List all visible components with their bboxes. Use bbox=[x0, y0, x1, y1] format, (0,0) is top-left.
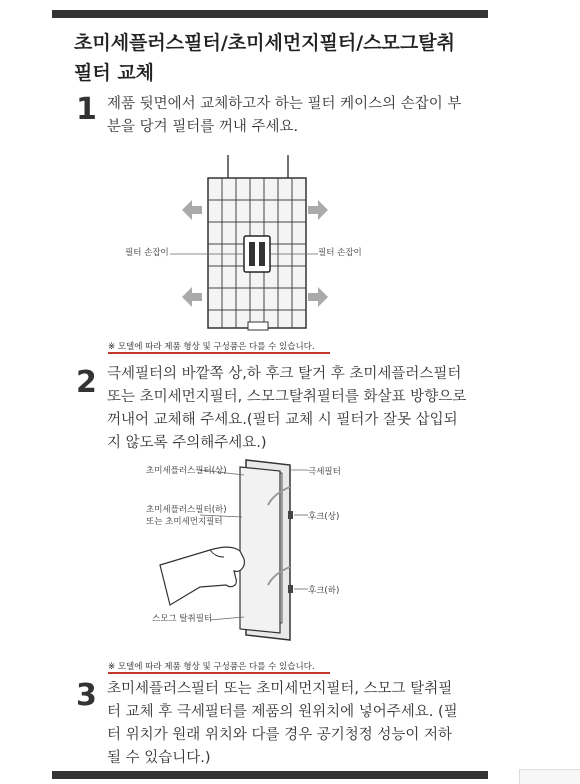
figure-1-note-underline bbox=[108, 352, 330, 354]
page-corner-tab bbox=[519, 769, 580, 784]
step-1-text bbox=[107, 93, 467, 139]
step-3-line-2: 터 교체 후 극세필터를 제품의 원위치에 넣어주세요. (필 bbox=[107, 704, 458, 720]
figure-2-note-underline bbox=[108, 672, 330, 674]
title-line-1: 초미세플러스필터/초미세먼지필터/스모그탈취 bbox=[74, 32, 455, 54]
step-1-number: 1 bbox=[76, 92, 97, 127]
step-2-text bbox=[107, 363, 467, 455]
label-plus-filter-bottom-2: 또는 초미세먼지필터 bbox=[146, 517, 223, 527]
label-hook-top: 후크(상) bbox=[308, 512, 340, 522]
step-1-line-1: 제품 뒷면에서 교체하고자 하는 필터 케이스의 손잡이 부 bbox=[107, 96, 462, 112]
label-plus-filter-bottom-1: 초미세플러스필터(하) bbox=[146, 505, 227, 515]
label-plus-filter-top: 초미세플러스필터(상) bbox=[146, 466, 227, 476]
label-smog-filter: 스모그 탈취필터 bbox=[152, 614, 213, 624]
label-filter-handle-left: 필터 손잡이 bbox=[125, 248, 169, 258]
step-2-line-4: 지 않도록 주의해주세요.) bbox=[107, 435, 267, 451]
step-3-text bbox=[107, 678, 467, 770]
page-title bbox=[74, 28, 464, 88]
top-rule bbox=[52, 10, 488, 18]
figure-1-note: ※ 모델에 따라 제품 형상 및 구성품은 다를 수 있습니다. bbox=[108, 342, 315, 352]
step-3-line-4: 될 수 있습니다.) bbox=[107, 750, 211, 766]
filter-case-diagram bbox=[170, 150, 370, 335]
step-2-line-2: 또는 초미세먼지필터, 스모그탈취필터를 화살표 방향으로 bbox=[107, 389, 467, 405]
step-3-line-3: 터 위치가 원래 위치와 다를 경우 공기청정 성능이 저하 bbox=[107, 727, 453, 743]
hand-illustration bbox=[160, 547, 244, 605]
step-2-line-3: 꺼내어 교체해 주세요.(필터 교체 시 필터가 잘못 삽입되 bbox=[107, 412, 458, 428]
step-1-line-2: 분을 당겨 필터를 꺼내 주세요. bbox=[107, 119, 299, 135]
label-filter-handle-right: 필터 손잡이 bbox=[318, 248, 362, 258]
figure-2-note: ※ 모델에 따라 제품 형상 및 구성품은 다를 수 있습니다. bbox=[108, 662, 315, 672]
step-2-number: 2 bbox=[76, 365, 97, 400]
label-fine-filter: 극세필터 bbox=[308, 467, 341, 477]
step-3-number: 3 bbox=[76, 678, 97, 713]
label-hook-bottom: 후크(하) bbox=[308, 586, 340, 596]
title-line-2: 필터 교체 bbox=[74, 62, 155, 84]
step-2-line-1: 극세필터의 바깥쪽 상,하 후크 탈거 후 초미세플러스필터 bbox=[107, 366, 462, 382]
step-3-line-1: 초미세플러스필터 또는 초미세먼지필터, 스모그 탈취필 bbox=[107, 681, 453, 697]
bottom-rule bbox=[52, 771, 488, 779]
